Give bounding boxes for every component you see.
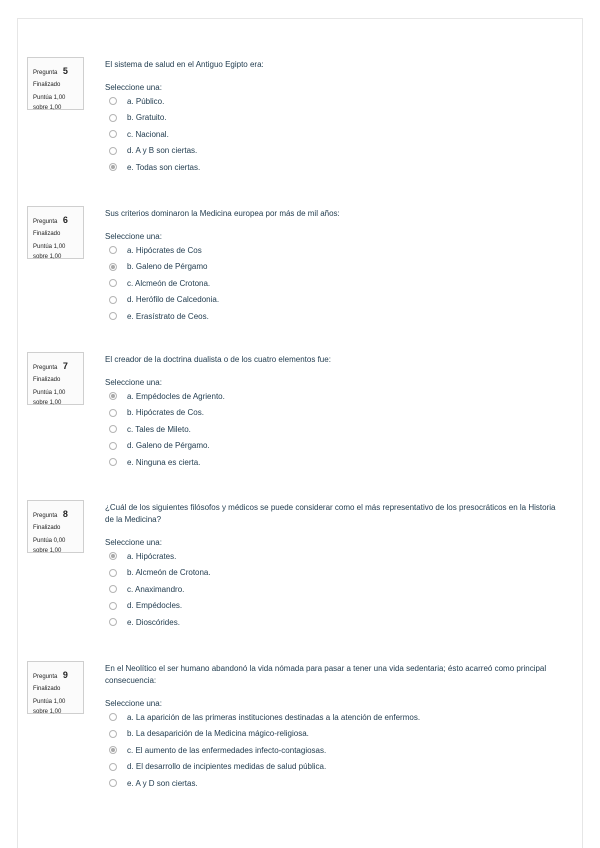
answer-option[interactable] (105, 759, 565, 776)
answer-option[interactable] (105, 548, 565, 565)
question-number: 8 (62, 509, 68, 519)
question-text: El sistema de salud en el Antiguo Egipto era: (105, 60, 264, 69)
answer-option-label: d. Empédocles. (127, 601, 183, 611)
select-prompt: Seleccione una: (105, 232, 162, 241)
grade-score: Puntúa 1,00 (33, 390, 66, 396)
answer-option-label: e. Ninguna es cierta. (127, 457, 201, 467)
answer-option-label: c. El aumento de las enfermedades infecto-contagiosas. (127, 745, 327, 755)
answer-options (105, 709, 565, 792)
question-label: Pregunta (33, 674, 58, 680)
question-number: 5 (62, 66, 68, 76)
question-state: Finalizado (33, 82, 61, 88)
answer-option[interactable] (105, 614, 565, 631)
answer-option-label: e. Todas son ciertas. (127, 162, 201, 172)
answer-option-label: c. Nacional. (127, 129, 169, 139)
question-text: En el Neolítico el ser humano abandonó la vida nómada para pasar a tener una vida sedentaria; ésto acarreó como principal consecuencia: (105, 664, 547, 685)
answer-option-label: a. Empédocles de Agriento. (127, 391, 225, 401)
answer-option-label: b. Galeno de Pérgamo (127, 262, 208, 272)
radio-button[interactable] (109, 97, 117, 105)
answer-option-label: b. La desaparición de la Medicina mágico-religiosa. (127, 729, 309, 739)
question-content (105, 502, 565, 631)
question-grade (33, 93, 83, 113)
radio-button[interactable] (109, 779, 117, 787)
answer-option-label: b. Hipócrates de Cos. (127, 408, 204, 418)
question-number: 6 (62, 215, 68, 225)
grade-max: sobre 1,00 (33, 548, 62, 554)
radio-button[interactable] (109, 425, 117, 433)
radio-button[interactable] (109, 569, 117, 577)
answer-option[interactable] (105, 565, 565, 582)
radio-button[interactable] (109, 458, 117, 466)
answer-option[interactable] (105, 598, 565, 615)
radio-button[interactable] (109, 114, 117, 122)
answer-options (105, 242, 565, 325)
radio-button[interactable] (109, 392, 117, 400)
answer-option-label: d. A y B son ciertas. (127, 146, 198, 156)
answer-option-label: e. A y D son ciertas. (127, 778, 198, 788)
question-state: Finalizado (33, 525, 61, 531)
answer-option-label: d. El desarrollo de incipientes medidas de salud pública. (127, 762, 327, 772)
answer-option[interactable] (105, 259, 565, 276)
radio-button[interactable] (109, 746, 117, 754)
question-state: Finalizado (33, 231, 61, 237)
question-grade (33, 242, 83, 262)
answer-options (105, 388, 565, 471)
answer-option[interactable] (105, 438, 565, 455)
question-content (105, 663, 565, 792)
radio-button[interactable] (109, 585, 117, 593)
answer-option-label: d. Galeno de Pérgamo. (127, 441, 210, 451)
question-label: Pregunta (33, 513, 58, 519)
question-text: El creador de la doctrina dualista o de los cuatro elementos fue: (105, 355, 331, 364)
answer-option[interactable] (105, 709, 565, 726)
answer-option-label: e. Dioscórides. (127, 617, 180, 627)
answer-option-label: a. Hipócrates de Cos (127, 245, 202, 255)
select-prompt: Seleccione una: (105, 538, 162, 547)
question-grade (33, 697, 83, 717)
answer-option-label: c. Alcmeón de Crotona. (127, 278, 211, 288)
grade-max: sobre 1,00 (33, 709, 62, 715)
question-content (105, 208, 565, 325)
answer-options (105, 548, 565, 631)
answer-option[interactable] (105, 126, 565, 143)
radio-button[interactable] (109, 312, 117, 320)
question-info-box (27, 661, 84, 714)
answer-option[interactable] (105, 242, 565, 259)
answer-option-label: a. Público. (127, 96, 165, 106)
grade-score: Puntúa 1,00 (33, 95, 66, 101)
question-info-box (27, 500, 84, 553)
answer-option-label: e. Erasístrato de Ceos. (127, 311, 209, 321)
radio-button[interactable] (109, 163, 117, 171)
answer-option[interactable] (105, 388, 565, 405)
question-text: Sus criterios dominaron la Medicina europea por más de mil años: (105, 209, 340, 218)
answer-option[interactable] (105, 742, 565, 759)
question-number: 9 (62, 670, 68, 680)
question-content (105, 354, 565, 471)
question-info-box (27, 57, 84, 110)
radio-button[interactable] (109, 442, 117, 450)
select-prompt: Seleccione una: (105, 378, 162, 387)
radio-button[interactable] (109, 409, 117, 417)
answer-option[interactable] (105, 275, 565, 292)
question-label: Pregunta (33, 70, 58, 76)
radio-button[interactable] (109, 618, 117, 626)
answer-option[interactable] (105, 581, 565, 598)
question-label: Pregunta (33, 219, 58, 225)
answer-option-label: a. La aparición de las primeras instituciones destinadas a la atención de enfermos. (127, 712, 421, 722)
question-label: Pregunta (33, 365, 58, 371)
answer-option-label: b. Gratuito. (127, 113, 167, 123)
answer-option-label: a. Hipócrates. (127, 551, 177, 561)
radio-button[interactable] (109, 713, 117, 721)
question-text: ¿Cuál de los siguientes filósofos y médicos se puede considerar como el más representativo de los presocráticos en la Historia de la Medicina? (105, 503, 556, 524)
question-content (105, 59, 565, 176)
radio-button[interactable] (109, 730, 117, 738)
answer-option[interactable] (105, 405, 565, 422)
answer-option[interactable] (105, 292, 565, 309)
question-grade (33, 388, 83, 408)
question-info-box (27, 352, 84, 405)
answer-option[interactable] (105, 143, 565, 160)
radio-button[interactable] (109, 130, 117, 138)
radio-button[interactable] (109, 763, 117, 771)
answer-option[interactable] (105, 159, 565, 176)
radio-button[interactable] (109, 602, 117, 610)
radio-button[interactable] (109, 246, 117, 254)
select-prompt: Seleccione una: (105, 83, 162, 92)
question-grade (33, 536, 83, 556)
grade-score: Puntúa 1,00 (33, 244, 66, 250)
answer-option[interactable] (105, 308, 565, 325)
radio-button[interactable] (109, 552, 117, 560)
answer-option[interactable] (105, 775, 565, 792)
grade-max: sobre 1,00 (33, 254, 62, 260)
grade-max: sobre 1,00 (33, 105, 62, 111)
grade-score: Puntúa 0,00 (33, 538, 66, 544)
radio-button[interactable] (109, 279, 117, 287)
answer-option-label: c. Tales de Mileto. (127, 424, 191, 434)
question-state: Finalizado (33, 377, 61, 383)
radio-button[interactable] (109, 147, 117, 155)
question-info-box (27, 206, 84, 259)
answer-option-label: b. Alcmeón de Crotona. (127, 568, 211, 578)
answer-option-label: d. Herófilo de Calcedonia. (127, 295, 220, 305)
question-state: Finalizado (33, 686, 61, 692)
answer-option[interactable] (105, 421, 565, 438)
select-prompt: Seleccione una: (105, 699, 162, 708)
grade-max: sobre 1,00 (33, 400, 62, 406)
answer-option[interactable] (105, 726, 565, 743)
radio-button[interactable] (109, 263, 117, 271)
grade-score: Puntúa 1,00 (33, 699, 66, 705)
answer-options (105, 93, 565, 176)
answer-option-label: c. Anaximandro. (127, 584, 185, 594)
radio-button[interactable] (109, 296, 117, 304)
answer-option[interactable] (105, 110, 565, 127)
answer-option[interactable] (105, 454, 565, 471)
question-number: 7 (62, 361, 68, 371)
answer-option[interactable] (105, 93, 565, 110)
